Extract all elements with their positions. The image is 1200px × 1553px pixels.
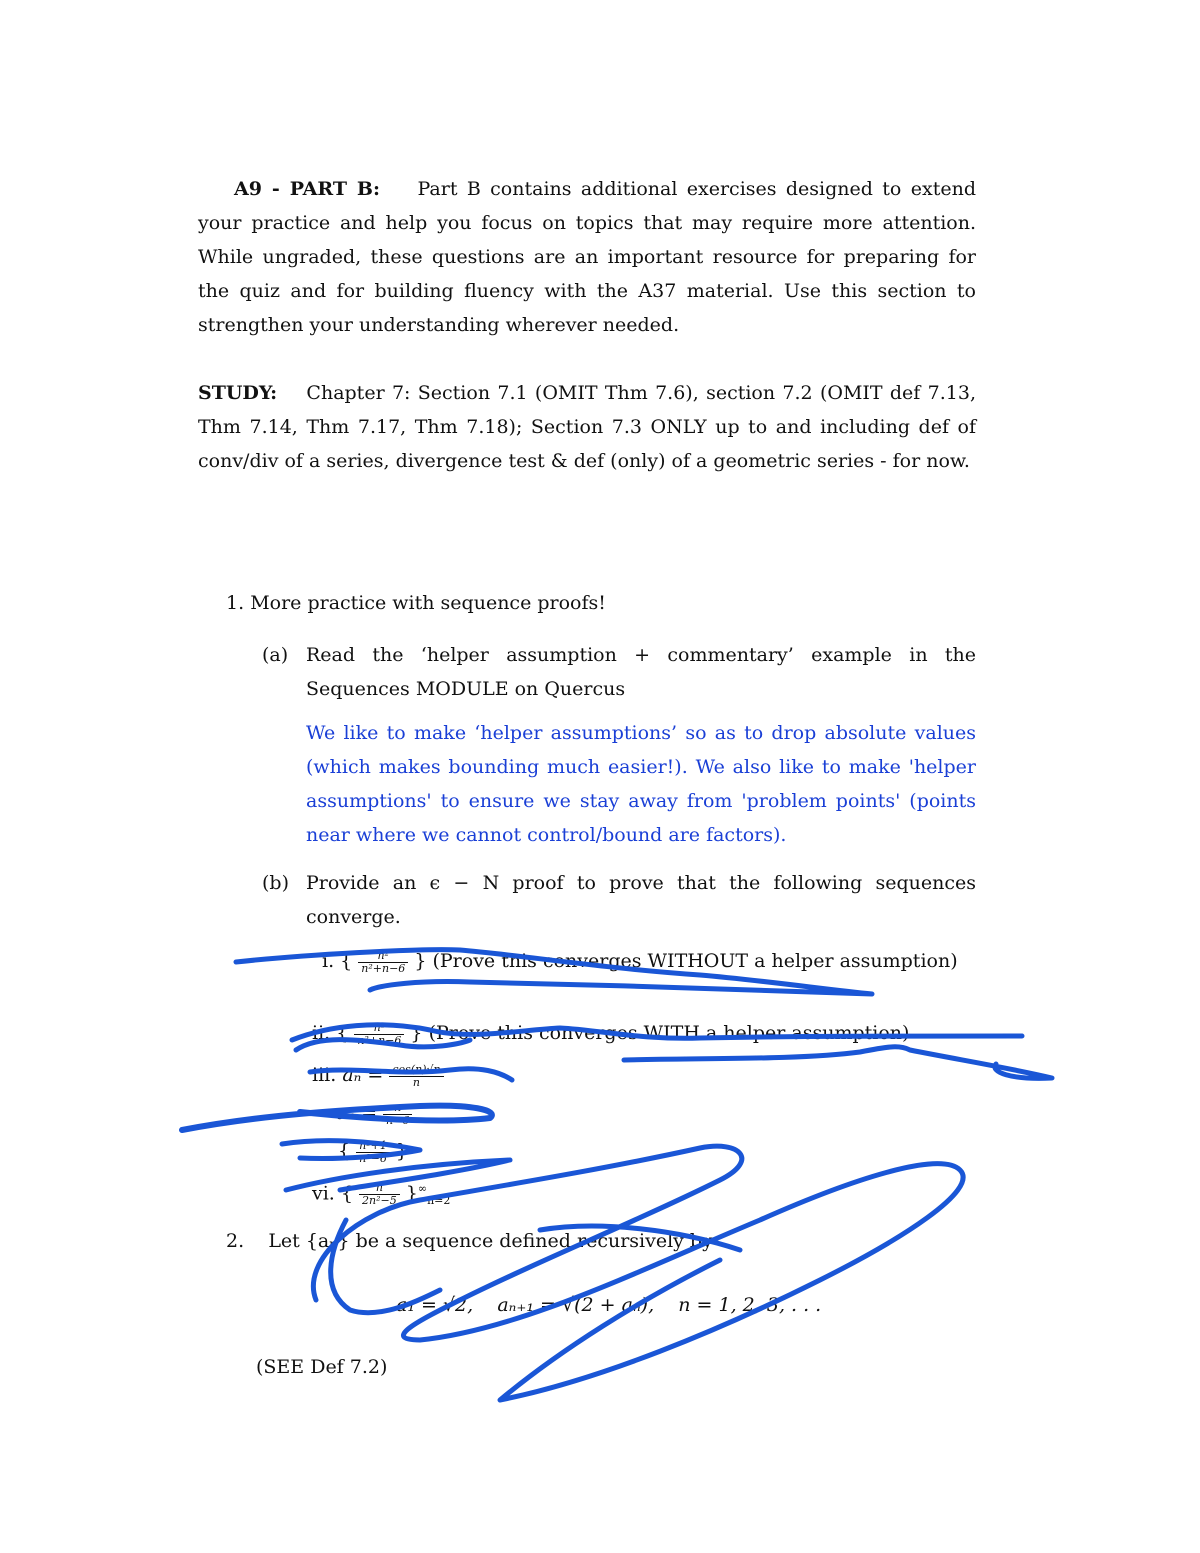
study-paragraph — [198, 376, 976, 478]
part-b-intro — [198, 172, 976, 342]
item-vi-range: n=2 — [427, 1194, 451, 1208]
helper-assumption-note: We like to make ‘helper assumptions’ so as to drop absolute values (which makes bounding much easier!). We also like to make 'helper assumptions' to ensure we stay away from 'problem points' (points near where we cannot control/bound are factors). — [306, 722, 976, 846]
formula-recursion: aₙ₊₁ = √(2 + aₙ), — [497, 1294, 655, 1316]
study-label: STUDY: — [198, 382, 278, 404]
question-1b-text: Provide an ϵ − N proof to prove that the following sequences converge. — [306, 872, 976, 928]
item-vi-numerator: n — [359, 1182, 400, 1195]
sequence-item-iii — [312, 1058, 444, 1092]
item-ii-numerator: n² — [354, 1022, 404, 1035]
item-iv-numerator: n — [383, 1102, 412, 1115]
sequence-item-i: i. { $\frac{\text{n²}}{\text{n²+n−6}}$ } (Prove this converges WITHOUT a helper assumption) — [322, 948, 958, 975]
item-iii-denominator: n — [412, 1075, 421, 1089]
item-iii-fraction — [389, 1064, 443, 1089]
item-i-fraction — [358, 950, 408, 975]
item-vi-denominator: 2n²−5 — [362, 1193, 397, 1207]
question-1a-label: (a) — [262, 644, 289, 666]
item-i-denominator: n²+n−6 — [361, 961, 406, 975]
item-ii-fraction — [354, 1022, 404, 1047]
item-vi-label: vi. — [312, 1182, 335, 1205]
question-2-heading — [226, 1224, 713, 1258]
formula-a1: a₁ = √2 — [396, 1294, 468, 1316]
part-b-label: A9 - PART B: — [234, 178, 380, 200]
sequence-item-vi: vi. { $\frac{n}{\text{2n²−5}}$ }$^\infty_{n=2}$ — [312, 1180, 451, 1208]
question-2-formula: a₁ = √2, aₙ₊₁ = √(2 + aₙ), n = 1, 2, 3, . . . — [396, 1294, 822, 1316]
item-iii-label: iii. — [312, 1064, 337, 1086]
item-iv-fraction — [383, 1102, 412, 1127]
item-i-label: i. — [322, 950, 335, 972]
question-1-heading — [226, 586, 606, 620]
sequence-item-ii: ii. { $\frac{\text{n²}}{\text{n²+n−6}}$ } (Prove this converges WITH a helper assumption) — [312, 1020, 910, 1047]
item-vi-fraction — [359, 1182, 400, 1207]
item-i-numerator: n² — [358, 950, 408, 963]
item-ii-text: (Prove this converges WITH a helper assumption) — [428, 1022, 910, 1044]
study-text: Chapter 7: Section 7.1 (OMIT Thm 7.6), section 7.2 (OMIT def 7.13, Thm 7.14, Thm 7.17, Thm 7.18); Section 7.3 ONLY up to and including def of conv/div of a series, divergence test & def (only) of a geometric series - for now. — [198, 382, 976, 472]
question-1b-label: (b) — [262, 872, 289, 894]
item-ii-label: ii. — [312, 1022, 331, 1044]
sequence-item-v: { $\frac{\text{n²+1}}{\text{n²−6}}$ } — [338, 1138, 408, 1165]
question-1-title: More practice with sequence proofs! — [250, 592, 606, 614]
question-1a-text: Read the ‘helper assumption + commentary’ example in the Sequences MODULE on Quercus — [306, 644, 976, 700]
question-2-number: 2. — [226, 1230, 245, 1252]
item-ii-denominator: n²+n−6 — [357, 1033, 402, 1047]
sequence-item-iv — [336, 1096, 412, 1130]
item-v-fraction — [356, 1140, 390, 1165]
item-v-denominator: n²−6 — [359, 1151, 387, 1165]
item-iii-numerator: cos(n)√n — [389, 1064, 443, 1077]
item-iv-denominator: n−6 — [386, 1113, 410, 1127]
item-i-text: (Prove this converges WITHOUT a helper assumption) — [432, 950, 958, 972]
item-v-numerator: n²+1 — [356, 1140, 390, 1153]
see-definition: (SEE Def 7.2) — [256, 1356, 388, 1378]
question-1-number: 1. — [226, 592, 245, 614]
part-b-text: Part B contains additional exercises designed to extend your practice and help you focus on topics that may require more attention. While ungraded, these questions are an important resource for preparing for the quiz and for building fluency with the A37 material. Use this section to strengthen your understanding wherever needed. — [198, 178, 976, 336]
item-iii-lhs: aₙ = — [342, 1064, 384, 1086]
question-2-text: Let {aₙ} be a sequence defined recursively by — [268, 1230, 713, 1252]
formula-range: n = 1, 2, 3, . . . — [678, 1294, 822, 1316]
item-iv-lhs: aₙ = — [336, 1102, 377, 1124]
